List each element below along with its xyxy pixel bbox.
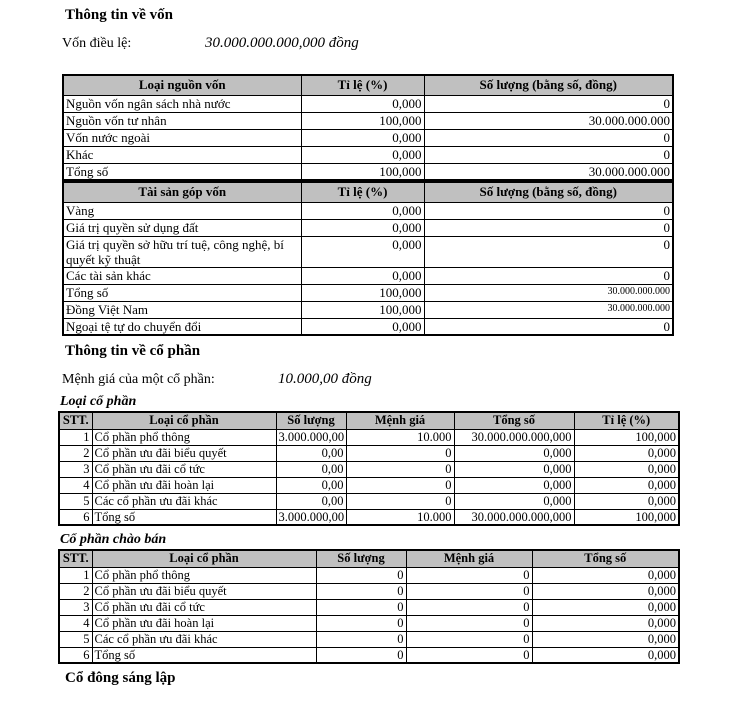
row-ratio: 0,000 bbox=[301, 267, 424, 284]
capital-source-header-row bbox=[63, 75, 673, 95]
row-ratio: 0,000 bbox=[574, 461, 679, 477]
shares-offered-title: Cổ phần chào bán bbox=[60, 532, 167, 547]
row-ratio: 0,000 bbox=[301, 129, 424, 146]
table-row bbox=[59, 615, 679, 631]
row-stt: 5 bbox=[59, 493, 92, 509]
row-quantity: 0,00 bbox=[276, 461, 346, 477]
table-row bbox=[59, 429, 679, 445]
table-row bbox=[63, 202, 673, 219]
asset-header-row bbox=[63, 182, 673, 202]
row-label: Cổ phần ưu đãi hoàn lại bbox=[92, 615, 316, 631]
row-label: Cổ phần ưu đãi cổ tức bbox=[92, 599, 316, 615]
row-total: 0,000 bbox=[532, 583, 679, 599]
row-ratio: 0,000 bbox=[301, 95, 424, 112]
row-label: Cổ phần phổ thông bbox=[92, 567, 316, 583]
row-ratio: 0,000 bbox=[301, 219, 424, 236]
charter-capital-label: Vốn điều lệ: bbox=[62, 36, 132, 51]
row-label: Các tài sản khác bbox=[63, 267, 301, 284]
table-row bbox=[59, 631, 679, 647]
row-stt: 3 bbox=[59, 461, 92, 477]
row-par-value: 0 bbox=[406, 599, 532, 615]
row-total: 0,000 bbox=[532, 599, 679, 615]
row-label: Giá trị quyền sở hữu trí tuệ, công nghệ, bí quyết kỹ thuật bbox=[63, 236, 301, 267]
row-par-value: 0 bbox=[406, 615, 532, 631]
row-label: Cổ phần ưu đãi biểu quyết bbox=[92, 583, 316, 599]
col-header-quantity: Số lượng bbox=[316, 550, 406, 567]
share-types-header-row bbox=[59, 412, 679, 429]
row-ratio: 0,000 bbox=[301, 202, 424, 219]
row-label: Ngoại tệ tự do chuyển đổi bbox=[63, 318, 301, 335]
par-value-line bbox=[62, 371, 731, 388]
row-ratio: 0,000 bbox=[301, 146, 424, 163]
row-label: Giá trị quyền sử dụng đất bbox=[63, 219, 301, 236]
charter-capital-value: 30.000.000.000,000 đồng bbox=[205, 35, 359, 51]
row-amount: 30.000.000.000 bbox=[424, 284, 673, 301]
row-ratio: 0,000 bbox=[574, 477, 679, 493]
row-amount: 0 bbox=[424, 318, 673, 335]
table-row bbox=[59, 493, 679, 509]
row-ratio: 100,000 bbox=[574, 509, 679, 525]
row-total: 0,000 bbox=[532, 631, 679, 647]
row-ratio: 100,000 bbox=[301, 163, 424, 180]
row-quantity: 0 bbox=[316, 599, 406, 615]
col-header-ratio: Tỉ lệ (%) bbox=[301, 75, 424, 95]
row-ratio: 100,000 bbox=[301, 112, 424, 129]
shares-offered-table bbox=[58, 549, 680, 664]
row-quantity: 0 bbox=[316, 631, 406, 647]
row-quantity: 0 bbox=[316, 583, 406, 599]
table-row bbox=[59, 509, 679, 525]
row-quantity: 0 bbox=[316, 615, 406, 631]
row-ratio: 0,000 bbox=[574, 445, 679, 461]
table-row bbox=[63, 267, 673, 284]
row-quantity: 3.000.000,00 bbox=[276, 509, 346, 525]
table-row bbox=[63, 163, 673, 180]
row-label: Cổ phần phổ thông bbox=[92, 429, 276, 445]
row-stt: 3 bbox=[59, 599, 92, 615]
col-header-par: Mệnh giá bbox=[346, 412, 454, 429]
row-label: Cổ phần ưu đãi hoàn lại bbox=[92, 477, 276, 493]
row-label: Các cổ phần ưu đãi khác bbox=[92, 493, 276, 509]
col-header-ratio: Tỉ lệ (%) bbox=[301, 182, 424, 202]
row-label: Nguồn vốn tư nhân bbox=[63, 112, 301, 129]
row-label: Vàng bbox=[63, 202, 301, 219]
row-quantity: 0,00 bbox=[276, 477, 346, 493]
row-stt: 2 bbox=[59, 445, 92, 461]
row-label: Cổ phần ưu đãi cổ tức bbox=[92, 461, 276, 477]
table-row bbox=[63, 112, 673, 129]
row-amount: 0 bbox=[424, 129, 673, 146]
row-stt: 6 bbox=[59, 509, 92, 525]
row-par-value: 0 bbox=[406, 567, 532, 583]
row-stt: 1 bbox=[59, 567, 92, 583]
row-amount: 0 bbox=[424, 219, 673, 236]
table-row bbox=[63, 318, 673, 335]
row-label: Tổng số bbox=[63, 163, 301, 180]
row-stt: 4 bbox=[59, 615, 92, 631]
row-label: Tổng số bbox=[92, 647, 316, 663]
table-row bbox=[59, 461, 679, 477]
table-row bbox=[63, 301, 673, 318]
row-label: Đồng Việt Nam bbox=[63, 301, 301, 318]
row-label: Các cổ phần ưu đãi khác bbox=[92, 631, 316, 647]
row-total: 0,000 bbox=[454, 493, 574, 509]
section-title-capital: Thông tin về vốn bbox=[65, 7, 173, 23]
col-header-par: Mệnh giá bbox=[406, 550, 532, 567]
col-header-capital-source: Loại nguồn vốn bbox=[63, 75, 301, 95]
row-ratio: 0,000 bbox=[301, 236, 424, 267]
row-label: Nguồn vốn ngân sách nhà nước bbox=[63, 95, 301, 112]
charter-capital-line bbox=[62, 35, 731, 52]
row-total: 0,000 bbox=[454, 445, 574, 461]
row-total: 30.000.000.000,000 bbox=[454, 429, 574, 445]
row-label: Tổng số bbox=[63, 284, 301, 301]
founding-shareholders-title: Cổ đông sáng lập bbox=[65, 670, 176, 686]
col-header-stt: STT. bbox=[59, 412, 92, 429]
row-stt: 6 bbox=[59, 647, 92, 663]
row-par-value: 0 bbox=[346, 461, 454, 477]
row-amount: 30.000.000.000 bbox=[424, 112, 673, 129]
row-par-value: 0 bbox=[406, 631, 532, 647]
contributed-asset-table bbox=[62, 181, 674, 336]
row-ratio: 0,000 bbox=[301, 318, 424, 335]
row-amount: 0 bbox=[424, 267, 673, 284]
row-par-value: 0 bbox=[346, 445, 454, 461]
col-header-total: Tổng số bbox=[532, 550, 679, 567]
row-amount: 0 bbox=[424, 146, 673, 163]
table-row bbox=[59, 477, 679, 493]
table-row bbox=[63, 95, 673, 112]
table-row bbox=[63, 236, 673, 267]
row-par-value: 10.000 bbox=[346, 429, 454, 445]
row-label: Tổng số bbox=[92, 509, 276, 525]
row-ratio: 0,000 bbox=[574, 493, 679, 509]
row-par-value: 0 bbox=[346, 493, 454, 509]
row-amount: 30.000.000.000 bbox=[424, 301, 673, 318]
row-label: Vốn nước ngoài bbox=[63, 129, 301, 146]
row-total: 0,000 bbox=[532, 647, 679, 663]
row-label: Khác bbox=[63, 146, 301, 163]
row-amount: 30.000.000.000 bbox=[424, 163, 673, 180]
row-par-value: 0 bbox=[406, 647, 532, 663]
row-stt: 5 bbox=[59, 631, 92, 647]
row-par-value: 10.000 bbox=[346, 509, 454, 525]
row-stt: 1 bbox=[59, 429, 92, 445]
row-par-value: 0 bbox=[406, 583, 532, 599]
table-row bbox=[59, 445, 679, 461]
share-types-title: Loại cổ phần bbox=[60, 394, 137, 409]
row-stt: 4 bbox=[59, 477, 92, 493]
col-header-amount: Số lượng (bằng số, đồng) bbox=[424, 182, 673, 202]
row-par-value: 0 bbox=[346, 477, 454, 493]
row-amount: 0 bbox=[424, 236, 673, 267]
table-row bbox=[63, 284, 673, 301]
table-row bbox=[59, 583, 679, 599]
share-types-table bbox=[58, 411, 680, 526]
table-row bbox=[63, 146, 673, 163]
row-total: 0,000 bbox=[454, 477, 574, 493]
row-amount: 0 bbox=[424, 95, 673, 112]
row-total: 0,000 bbox=[454, 461, 574, 477]
par-value-value: 10.000,00 đồng bbox=[278, 371, 372, 387]
table-row bbox=[63, 129, 673, 146]
row-quantity: 0 bbox=[316, 647, 406, 663]
table-row bbox=[59, 599, 679, 615]
table-row bbox=[63, 219, 673, 236]
section-title-shares: Thông tin về cổ phần bbox=[65, 343, 201, 359]
row-total: 0,000 bbox=[532, 567, 679, 583]
row-quantity: 0,00 bbox=[276, 445, 346, 461]
row-quantity: 0,00 bbox=[276, 493, 346, 509]
col-header-total: Tổng số bbox=[454, 412, 574, 429]
row-ratio: 100,000 bbox=[301, 301, 424, 318]
row-quantity: 0 bbox=[316, 567, 406, 583]
row-total: 30.000.000.000,000 bbox=[454, 509, 574, 525]
shares-offered-header-row bbox=[59, 550, 679, 567]
row-quantity: 3.000.000,00 bbox=[276, 429, 346, 445]
capital-source-table bbox=[62, 74, 674, 181]
col-header-quantity: Số lượng bbox=[276, 412, 346, 429]
col-header-share-type: Loại cổ phần bbox=[92, 412, 276, 429]
row-label: Cổ phần ưu đãi biểu quyết bbox=[92, 445, 276, 461]
table-row bbox=[59, 567, 679, 583]
table-row bbox=[59, 647, 679, 663]
row-ratio: 100,000 bbox=[301, 284, 424, 301]
row-ratio: 100,000 bbox=[574, 429, 679, 445]
col-header-amount: Số lượng (bằng số, đồng) bbox=[424, 75, 673, 95]
par-value-label: Mệnh giá của một cổ phần: bbox=[62, 372, 215, 387]
col-header-stt: STT. bbox=[59, 550, 92, 567]
col-header-ratio: Tỉ lệ (%) bbox=[574, 412, 679, 429]
row-total: 0,000 bbox=[532, 615, 679, 631]
row-stt: 2 bbox=[59, 583, 92, 599]
col-header-share-type: Loại cổ phần bbox=[92, 550, 316, 567]
col-header-asset: Tài sản góp vốn bbox=[63, 182, 301, 202]
row-amount: 0 bbox=[424, 202, 673, 219]
